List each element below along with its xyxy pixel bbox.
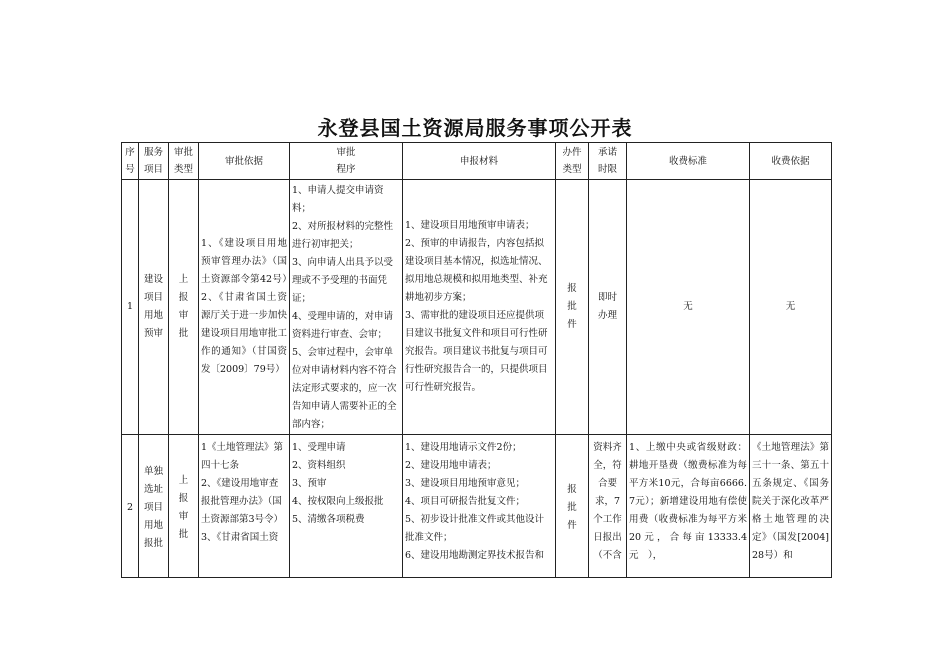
- row-case-type: 报 批 件: [556, 435, 589, 578]
- table-row: [122, 435, 832, 578]
- row-no: 2: [122, 435, 139, 578]
- row-fee-standard: 1、上缴中央或省级财政：耕地开垦费（缴费标准为每平方米10元，合每亩6666.7元）；新增建设用地有偿使用费（收费标准为每平方米20元，合每亩13333.4 元 ），: [627, 435, 750, 578]
- row-approval-type: 上 报 审 批: [169, 180, 199, 435]
- row-fee-basis: 《土地管理法》第三十一条、第五十五条规定、《国务院关于深化改革严格土地管理的决定》（国发[2004]28号）和: [750, 435, 832, 578]
- header-no: 序 号: [122, 143, 139, 180]
- row-approval-type: 上 报 审 批: [169, 435, 199, 578]
- header-basis: 审批依据: [199, 143, 290, 180]
- row-procedure: 1、受理申请 2、资料组织 3、预审 4、按权限向上级报批 5、清缴各项税费: [290, 435, 403, 578]
- row-time-limit: 即时 办理: [589, 180, 627, 435]
- row-item: 建设 项目 用地 预审: [139, 180, 169, 435]
- table-row: [122, 180, 832, 435]
- header-item: 服务 项目: [139, 143, 169, 180]
- row-case-type: 报 批 件: [556, 180, 589, 435]
- row-materials: 1、建设用地请示文件2份； 2、建设用地申请表； 3、建设项目用地预审意见； 4、项目可研报告批复文件； 5、初步设计批准文件或其他设计批准文件； 6、建设用地勘测定界技术报告和: [403, 435, 556, 578]
- header-case-type: 办件 类型: [556, 143, 589, 180]
- row-no: 1: [122, 180, 139, 435]
- header-approval-type: 审批 类型: [169, 143, 199, 180]
- header-time-limit: 承诺 时限: [589, 143, 627, 180]
- row-item: 单独 选址 项目 用地 报批: [139, 435, 169, 578]
- header-procedure: 审批 程序: [290, 143, 403, 180]
- service-table: [121, 142, 832, 578]
- header-fee-basis: 收费依据: [750, 143, 832, 180]
- header-fee-standard: 收费标准: [627, 143, 750, 180]
- row-fee-standard: 无: [627, 180, 750, 435]
- row-materials: 1、建设项目用地预审申请表； 2、预审的申请报告，内容包括拟建设项目基本情况，拟选址情况、拟用地总规模和拟用地类型、补充耕地初步方案； 3、需审批的建设项目还应提供项目建议书批复文件和项目可行性研究报告。项目建议书批复与项目可行性研究报告合一的，只提供项目可行性研究报告。: [403, 180, 556, 435]
- row-basis: 1《土地管理法》第四十七条 2、《建设用地审查报批管理办法》（国土资源部第3号令） 3、《甘肃省国土资: [199, 435, 290, 578]
- row-fee-basis: 无: [750, 180, 832, 435]
- header-materials: 申报材料: [403, 143, 556, 180]
- row-time-limit: 资料齐全，符合要求，7个工作日报出（不含: [589, 435, 627, 578]
- page-title: 永登县国土资源局服务事项公开表: [317, 116, 633, 140]
- row-basis: 1、《建设项目用地预审管理办法》（国土资源部令第42号）2、《甘肃省国土资源厅关于进一步加快建设项目用地审批工作的通知》（甘国资发〔2009〕79号）: [199, 180, 290, 435]
- row-procedure: 1、申请人提交申请资料； 2、对所报材料的完整性进行初审把关； 3、向申请人出具予以受理或不予受理的书面凭证； 4、受理申请的，对申请资料进行审查、会审； 5、会审过程中，会审单位对申请材料内容不符合法定形式要求的，应一次告知申请人需要补正的全部内容；: [290, 180, 403, 435]
- header-row: [122, 143, 832, 180]
